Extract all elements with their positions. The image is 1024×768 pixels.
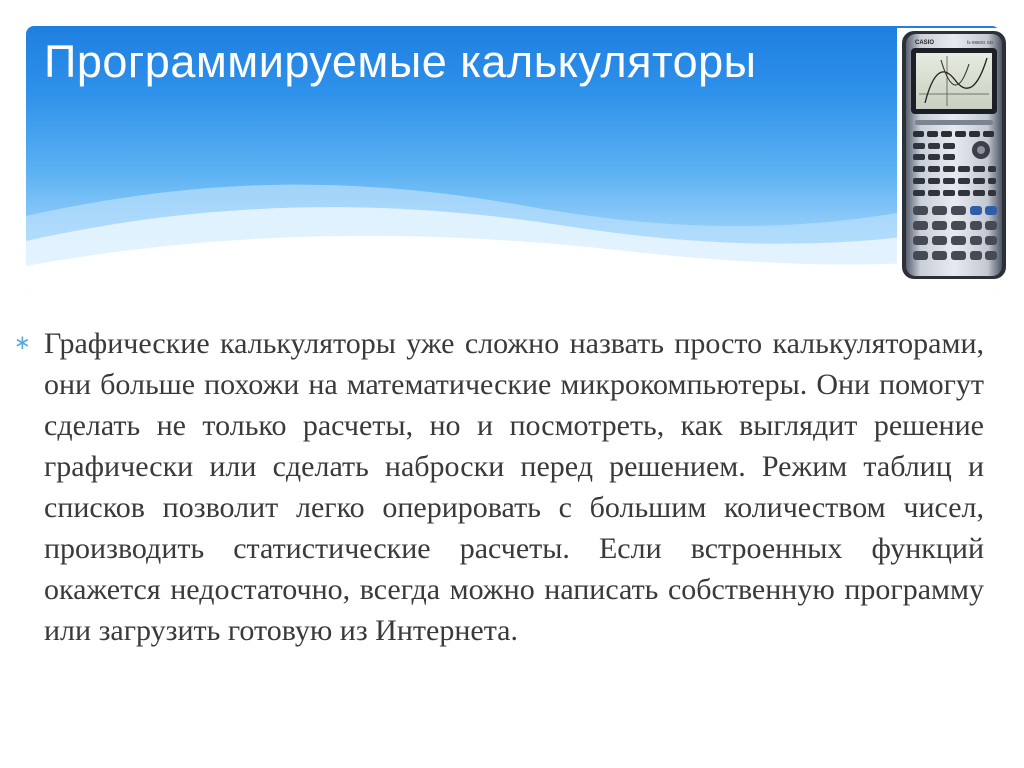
slide-title: Программируемые калькуляторы [44,36,757,87]
brand-label: CASIO [915,40,935,46]
bullet-marker: ∗ [14,330,31,354]
calculator-image [897,28,1015,284]
graphing-calculator-icon [897,28,1015,284]
slide-body-text: Графические калькуляторы уже сложно назвать просто калькуляторами, они больше похожи на математические микрокомпьютеры. Они помогут сделать не только расчеты, но и посмотреть, как выглядит решение графически или сделать наброски перед решением. Режим таблиц и списков позволит легко оперировать с большим количеством чисел, производить статистические расчеты. Если встроенных функций окажется недостаточно, всегда можно написать собственную программу или загрузить готовую из Интернета. [44,327,984,647]
model-label: fx-9860G SD [967,40,994,45]
title-banner [26,26,1000,294]
